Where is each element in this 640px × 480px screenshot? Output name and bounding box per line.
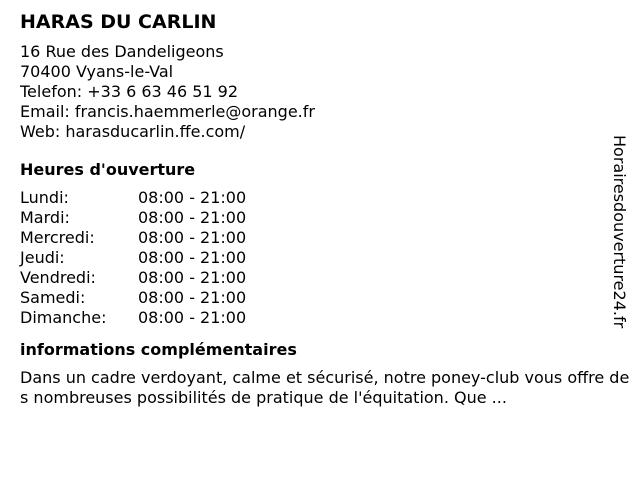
day-label: Lundi: bbox=[20, 188, 69, 207]
opening-hours-table bbox=[20, 188, 632, 328]
day-label: Mercredi: bbox=[20, 228, 95, 247]
time-range: 08:00 - 21:00 bbox=[138, 188, 247, 207]
hours-row-tuesday bbox=[20, 208, 632, 228]
website: Web: harasducarlin.ffe.com/ bbox=[20, 122, 246, 141]
day-label: Samedi: bbox=[20, 288, 86, 307]
site-watermark: Horairesdouverture24.fr bbox=[610, 135, 629, 329]
hours-row-saturday bbox=[20, 288, 632, 308]
business-card bbox=[20, 10, 632, 408]
address-block bbox=[20, 42, 632, 142]
street-address: 16 Rue des Dandeligeons bbox=[20, 42, 224, 61]
additional-info-text: Dans un cadre verdoyant, calme et sécurisé, notre poney-club vous offre des nombreuses possibilités de pratique de l'équitation. Que ... bbox=[20, 368, 630, 407]
hours-row-thursday bbox=[20, 248, 632, 268]
opening-hours-heading: Heures d'ouverture bbox=[20, 160, 196, 179]
day-label: Mardi: bbox=[20, 208, 70, 227]
hours-row-friday bbox=[20, 268, 632, 288]
additional-info-heading: informations complémentaires bbox=[20, 340, 297, 359]
time-range: 08:00 - 21:00 bbox=[138, 308, 247, 327]
time-range: 08:00 - 21:00 bbox=[138, 228, 247, 247]
day-label: Dimanche: bbox=[20, 308, 107, 327]
time-range: 08:00 - 21:00 bbox=[138, 248, 247, 267]
time-range: 08:00 - 21:00 bbox=[138, 268, 247, 287]
business-name: HARAS DU CARLIN bbox=[20, 11, 217, 33]
hours-row-sunday bbox=[20, 308, 632, 328]
time-range: 08:00 - 21:00 bbox=[138, 208, 247, 227]
phone-number: Telefon: +33 6 63 46 51 92 bbox=[20, 82, 239, 101]
hours-row-wednesday bbox=[20, 228, 632, 248]
postal-city: 70400 Vyans-le-Val bbox=[20, 62, 174, 81]
day-label: Jeudi: bbox=[20, 248, 65, 267]
time-range: 08:00 - 21:00 bbox=[138, 288, 247, 307]
day-label: Vendredi: bbox=[20, 268, 96, 287]
hours-row-monday bbox=[20, 188, 632, 208]
email-address: Email: francis.haemmerle@orange.fr bbox=[20, 102, 315, 121]
